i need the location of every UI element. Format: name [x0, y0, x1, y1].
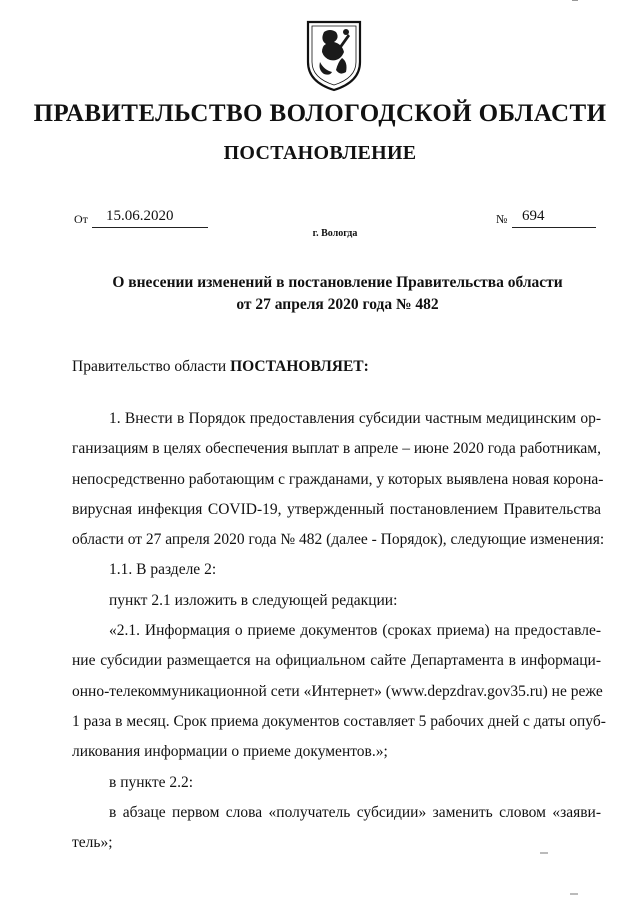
date-label: От	[74, 212, 88, 226]
body-line: области от 27 апреля 2020 года № 482 (далее - Порядок), следующие изменения:	[72, 531, 605, 549]
scan-mark	[540, 852, 548, 854]
document-date: 15.06.2020	[92, 208, 208, 228]
document-subject	[60, 272, 615, 316]
body-line: ганизациям в целях обеспечения выплат в апреле – июне 2020 года работникам,	[72, 440, 601, 458]
number-label: №	[496, 212, 508, 226]
scan-mark	[572, 0, 578, 1]
document-type: ПОСТАНОВЛЕНИЕ	[223, 142, 417, 164]
body-line: 1.1. В разделе 2:	[109, 561, 217, 579]
subject-line: О внесении изменений в постановление Правительства области	[112, 274, 563, 291]
body-line: 1 раза в месяц. Срок приема документов составляет 5 рабочих дней с даты опуб-	[72, 712, 606, 730]
body-line: онно-телекоммуникационной сети «Интернет» (www.depzdrav.gov35.ru) не реже	[72, 682, 603, 700]
decree-verb: ПОСТАНОВЛЯЕТ:	[230, 358, 369, 375]
subject-line: от 27 апреля 2020 года № 482	[236, 296, 439, 313]
decree-statement	[72, 358, 369, 376]
decree-prefix: Правительство области	[72, 358, 231, 375]
body-line: тель»;	[72, 834, 113, 852]
government-title: ПРАВИТЕЛЬСТВО ВОЛОГОДСКОЙ ОБЛАСТИ	[33, 100, 607, 127]
body-line: «2.1. Информация о приеме документов (сроках приема) на предоставле-	[109, 622, 601, 640]
coat-of-arms-icon	[302, 18, 366, 92]
city: г. Вологда	[312, 228, 358, 239]
document-number: 694	[512, 208, 596, 228]
body-line: 1. Внести в Порядок предоставления субсидии частным медицинским ор-	[109, 410, 601, 427]
body-line: непосредственно работающим с гражданами, у которых выявлена новая корона-	[72, 470, 604, 488]
body-line: в пункте 2.2:	[109, 773, 194, 791]
body-line: пункт 2.1 изложить в следующей редакции:	[109, 591, 398, 609]
body-line: вирусная инфекция COVID-19, утвержденный постановлением Правительства	[72, 500, 601, 518]
document-body	[72, 404, 606, 858]
body-line: ликования информации о приеме документов.»;	[72, 743, 388, 761]
scan-mark	[570, 893, 578, 895]
body-line: в абзаце первом слова «получатель субсидии» заменить словом «заяви-	[109, 803, 601, 821]
body-line: ние субсидии размещается на официальном сайте Департамента в информаци-	[72, 652, 601, 670]
